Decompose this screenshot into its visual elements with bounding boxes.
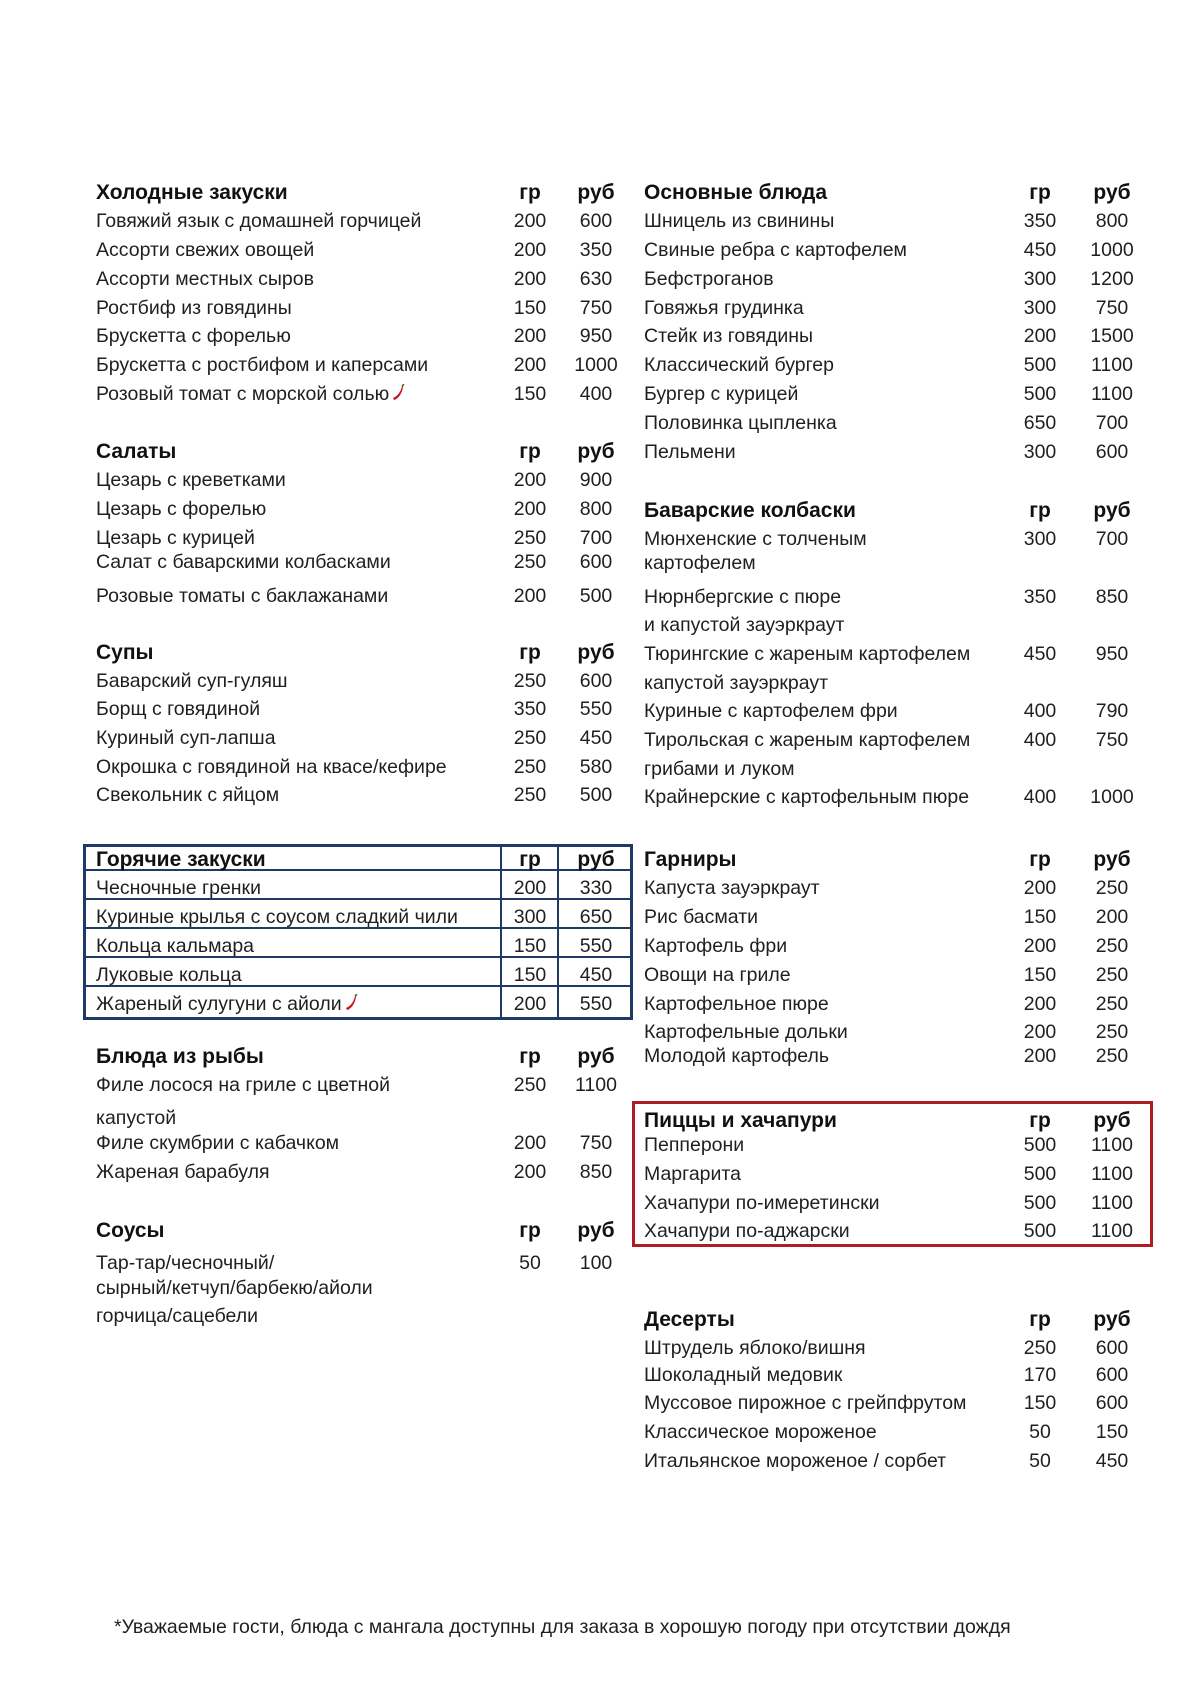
item-gr: 250 xyxy=(513,527,547,549)
item-rub: 700 xyxy=(1095,412,1129,434)
item-name: Маргарита xyxy=(644,1163,741,1185)
item-gr: 200 xyxy=(513,239,547,261)
item-gr: 250 xyxy=(513,727,547,749)
item-rub: 800 xyxy=(579,498,613,520)
chili-pepper-icon xyxy=(344,994,358,1012)
item-gr: 200 xyxy=(513,325,547,347)
item-rub: 250 xyxy=(1095,877,1129,899)
item-rub: 150 xyxy=(1095,1421,1129,1443)
col-gr-label: гр xyxy=(1029,1308,1051,1331)
item-gr: 200 xyxy=(513,585,547,607)
item-name: Салат с баварскими колбасками xyxy=(96,551,391,573)
item-name: Ассорти свежих овощей xyxy=(96,239,315,261)
item-rub: 580 xyxy=(579,756,613,778)
section-title: Баварские колбаски xyxy=(644,499,856,522)
item-rub: 850 xyxy=(579,1161,613,1183)
item-gr: 50 xyxy=(1029,1421,1051,1443)
item-name: Хачапури по-имеретински xyxy=(644,1192,880,1214)
item-gr: 350 xyxy=(1023,586,1057,608)
item-rub: 800 xyxy=(1095,210,1129,232)
item-name: Муссовое пирожное с грейпфрутом xyxy=(644,1392,967,1414)
item-gr: 50 xyxy=(519,1252,541,1274)
item-name: Крайнерские с картофельным пюре xyxy=(644,786,970,808)
item-rub: 550 xyxy=(579,935,613,957)
item-gr: 500 xyxy=(1023,1192,1057,1214)
section-title: Супы xyxy=(96,641,154,664)
item-gr: 500 xyxy=(1023,1220,1057,1242)
item-name: Говяжий язык с домашней горчицей xyxy=(96,210,422,232)
item-gr: 200 xyxy=(1023,1021,1057,1043)
item-name: Свекольник с яйцом xyxy=(96,784,280,806)
item-rub: 200 xyxy=(1095,906,1129,928)
item-rub: 330 xyxy=(579,877,613,899)
item-name-wrap xyxy=(96,993,358,1015)
item-rub: 850 xyxy=(1095,586,1129,608)
item-rub: 950 xyxy=(1095,643,1129,665)
item-name: Ассорти местных сыров xyxy=(96,268,314,290)
item-name: Хачапури по-аджарски xyxy=(644,1220,850,1242)
item-name: Ростбиф из говядины xyxy=(96,297,292,319)
item-name: Бургер с курицей xyxy=(644,383,799,405)
item-name: Капуста зауэркраут xyxy=(644,877,820,899)
item-gr: 200 xyxy=(513,1161,547,1183)
col-gr-label: гр xyxy=(519,848,541,871)
item-name: Итальянское мороженое / сорбет xyxy=(644,1450,947,1472)
item-gr: 300 xyxy=(513,906,547,928)
item-gr: 150 xyxy=(1023,1392,1057,1414)
item-gr: 200 xyxy=(513,993,547,1015)
item-gr: 200 xyxy=(1023,325,1057,347)
item-rub: 550 xyxy=(579,993,613,1015)
item-gr: 250 xyxy=(1023,1337,1057,1359)
item-rub: 250 xyxy=(1095,993,1129,1015)
section-title: Пиццы и хачапури xyxy=(644,1109,837,1132)
section-title: Основные блюда xyxy=(644,181,828,204)
item-name: Свиные ребра с картофелем xyxy=(644,239,907,261)
item-rub: 500 xyxy=(579,784,613,806)
item-name: Мюнхенские с толченым xyxy=(644,528,867,550)
item-rub: 700 xyxy=(1095,528,1129,550)
item-name: Цезарь с форелью xyxy=(96,498,267,520)
item-name: Тюрингские с жареным картофелем xyxy=(644,643,971,665)
item-rub: 600 xyxy=(579,210,613,232)
item-gr: 250 xyxy=(513,551,547,573)
item-gr: 300 xyxy=(1023,297,1057,319)
item-name: Жареная барабуля xyxy=(96,1161,270,1183)
item-name: Куриный суп-лапша xyxy=(96,727,276,749)
item-gr: 200 xyxy=(513,498,547,520)
item-name: Куриные с картофелем фри xyxy=(644,700,898,722)
item-name: Кольца кальмара xyxy=(96,935,255,957)
item-gr: 200 xyxy=(1023,993,1057,1015)
item-name: Брускетта с ростбифом и каперсами xyxy=(96,354,429,376)
item-name-wrap xyxy=(96,383,405,405)
col-gr-label: гр xyxy=(1029,499,1051,522)
item-rub: 1100 xyxy=(575,1074,617,1096)
item-gr: 450 xyxy=(1023,239,1057,261)
col-gr-label: гр xyxy=(519,641,541,664)
section-title: Блюда из рыбы xyxy=(96,1045,264,1068)
item-name: Говяжья грудинка xyxy=(644,297,804,319)
item-gr: 150 xyxy=(513,964,547,986)
item-rub: 1100 xyxy=(1091,354,1133,376)
item-gr: 200 xyxy=(513,1132,547,1154)
item-gr: 500 xyxy=(1023,383,1057,405)
item-gr: 250 xyxy=(513,670,547,692)
col-rub-label: руб xyxy=(1093,1308,1131,1331)
item-name: Пельмени xyxy=(644,441,736,463)
col-gr-label: гр xyxy=(519,181,541,204)
item-name-line3: горчица/сацебели xyxy=(96,1305,259,1327)
item-rub: 600 xyxy=(579,551,613,573)
item-gr: 170 xyxy=(1023,1364,1057,1386)
item-rub: 450 xyxy=(1095,1450,1129,1472)
item-rub: 1100 xyxy=(1091,1192,1133,1214)
item-gr: 400 xyxy=(1023,700,1057,722)
item-name: Стейк из говядины xyxy=(644,325,814,347)
item-gr: 300 xyxy=(1023,528,1057,550)
item-gr: 200 xyxy=(513,210,547,232)
item-gr: 450 xyxy=(1023,643,1057,665)
item-gr: 500 xyxy=(1023,1134,1057,1156)
item-name: Молодой картофель xyxy=(644,1045,829,1067)
item-rub: 750 xyxy=(579,1132,613,1154)
item-rub: 750 xyxy=(579,297,613,319)
item-name: Картофель фри xyxy=(644,935,788,957)
item-gr: 150 xyxy=(513,935,547,957)
item-rub: 650 xyxy=(579,906,613,928)
item-name: Рис басмати xyxy=(644,906,759,928)
item-rub: 500 xyxy=(579,585,613,607)
item-rub: 790 xyxy=(1095,700,1129,722)
item-rub: 450 xyxy=(579,727,613,749)
item-gr: 200 xyxy=(513,268,547,290)
item-name: Картофельное пюре xyxy=(644,993,829,1015)
item-gr: 150 xyxy=(513,383,547,405)
item-gr: 200 xyxy=(513,354,547,376)
item-gr: 150 xyxy=(1023,964,1057,986)
item-gr: 500 xyxy=(1023,1163,1057,1185)
item-rub: 700 xyxy=(579,527,613,549)
footnote: *Уважаемые гости, блюда с мангала доступны для заказа в хорошую погоду при отсутствии дождя xyxy=(114,1616,1011,1638)
item-name-line2: капустой зауэркраут xyxy=(644,672,829,694)
item-gr: 250 xyxy=(513,784,547,806)
item-name: Тирольская с жареным картофелем xyxy=(644,729,971,751)
item-rub: 600 xyxy=(579,670,613,692)
item-gr: 400 xyxy=(1023,786,1057,808)
col-rub-label: руб xyxy=(1093,1109,1131,1132)
item-rub: 250 xyxy=(1095,935,1129,957)
item-name: Половинка цыпленка xyxy=(644,412,837,434)
item-rub: 900 xyxy=(579,469,613,491)
col-gr-label: гр xyxy=(519,1219,541,1242)
item-gr: 200 xyxy=(1023,877,1057,899)
item-gr: 200 xyxy=(513,877,547,899)
item-name: Картофельные дольки xyxy=(644,1021,848,1043)
item-gr: 200 xyxy=(1023,1045,1057,1067)
chili-pepper-icon xyxy=(391,384,405,402)
item-rub: 1100 xyxy=(1091,1163,1133,1185)
item-name-line2: грибами и луком xyxy=(644,758,795,780)
item-rub: 1500 xyxy=(1090,325,1134,347)
item-gr: 250 xyxy=(513,1074,547,1096)
item-rub: 750 xyxy=(1095,297,1129,319)
col-rub-label: руб xyxy=(577,641,615,664)
col-gr-label: гр xyxy=(519,440,541,463)
item-rub: 250 xyxy=(1095,964,1129,986)
item-name: Классическое мороженое xyxy=(644,1421,877,1443)
item-name: Шоколадный медовик xyxy=(644,1364,843,1386)
item-name: Тар-тар/чесночный/ xyxy=(96,1252,275,1274)
section-title: Соусы xyxy=(96,1219,165,1242)
item-name: Шницель из свинины xyxy=(644,210,835,232)
item-name: Окрошка с говядиной на квасе/кефире xyxy=(96,756,447,778)
item-name: Розовые томаты с баклажанами xyxy=(96,585,389,607)
item-gr: 200 xyxy=(513,469,547,491)
item-name: Классический бургер xyxy=(644,354,834,376)
item-name: Розовый томат с морской солью xyxy=(96,383,390,405)
item-gr: 350 xyxy=(513,698,547,720)
item-rub: 1000 xyxy=(1090,786,1134,808)
col-gr-label: гр xyxy=(1029,848,1051,871)
item-name-line2: сырный/кетчуп/барбекю/айоли xyxy=(96,1277,373,1299)
item-name: Чесночные гренки xyxy=(96,877,261,899)
item-name: Баварский суп-гуляш xyxy=(96,670,288,692)
col-rub-label: руб xyxy=(1093,181,1131,204)
item-rub: 1100 xyxy=(1091,1220,1133,1242)
item-name-line2: капустой xyxy=(96,1107,177,1129)
col-rub-label: руб xyxy=(577,1045,615,1068)
item-gr: 350 xyxy=(1023,210,1057,232)
item-gr: 150 xyxy=(513,297,547,319)
col-gr-label: гр xyxy=(519,1045,541,1068)
item-gr: 250 xyxy=(513,756,547,778)
item-name: Филе скумбрии с кабачком xyxy=(96,1132,340,1154)
item-name: Бефстроганов xyxy=(644,268,774,290)
item-rub: 1100 xyxy=(1091,383,1133,405)
item-name: Нюрнбергские с пюре xyxy=(644,586,842,608)
item-gr: 50 xyxy=(1029,1450,1051,1472)
section-title: Горячие закуски xyxy=(96,848,266,871)
item-rub: 600 xyxy=(1095,1392,1129,1414)
item-gr: 300 xyxy=(1023,441,1057,463)
item-rub: 1000 xyxy=(1090,239,1134,261)
item-gr: 400 xyxy=(1023,729,1057,751)
item-name: Куриные крылья с соусом сладкий чили xyxy=(96,906,458,928)
item-name: Цезарь с креветками xyxy=(96,469,286,491)
item-rub: 1100 xyxy=(1091,1134,1133,1156)
col-rub-label: руб xyxy=(577,440,615,463)
item-gr: 200 xyxy=(1023,935,1057,957)
item-name-line2: и капустой зауэркраут xyxy=(644,614,845,636)
item-rub: 550 xyxy=(579,698,613,720)
item-name: Филе лосося на гриле с цветной xyxy=(96,1074,390,1096)
item-gr: 650 xyxy=(1023,412,1057,434)
item-rub: 250 xyxy=(1095,1021,1129,1043)
item-rub: 1200 xyxy=(1090,268,1134,290)
item-rub: 600 xyxy=(1095,1364,1129,1386)
item-rub: 100 xyxy=(579,1252,613,1274)
section-title: Гарниры xyxy=(644,848,737,871)
section-title: Салаты xyxy=(96,440,177,463)
item-rub: 630 xyxy=(579,268,613,290)
item-name: Брускетта с форелью xyxy=(96,325,291,347)
item-name: Овощи на гриле xyxy=(644,964,791,986)
item-rub: 450 xyxy=(579,964,613,986)
item-name: Борщ с говядиной xyxy=(96,698,261,720)
col-rub-label: руб xyxy=(577,1219,615,1242)
col-rub-label: руб xyxy=(577,848,615,871)
item-rub: 400 xyxy=(579,383,613,405)
item-rub: 600 xyxy=(1095,1337,1129,1359)
col-rub-label: руб xyxy=(577,181,615,204)
item-rub: 1000 xyxy=(574,354,618,376)
col-rub-label: руб xyxy=(1093,848,1131,871)
item-rub: 350 xyxy=(579,239,613,261)
item-name: Луковые кольца xyxy=(96,964,242,986)
section-title: Холодные закуски xyxy=(96,181,288,204)
item-rub: 950 xyxy=(579,325,613,347)
item-name: Жареный сулугуни с айоли xyxy=(96,993,342,1015)
col-rub-label: руб xyxy=(1093,499,1131,522)
item-gr: 500 xyxy=(1023,354,1057,376)
item-name: Штрудель яблоко/вишня xyxy=(644,1337,866,1359)
item-gr: 300 xyxy=(1023,268,1057,290)
item-name: Пепперони xyxy=(644,1134,745,1156)
item-gr: 150 xyxy=(1023,906,1057,928)
item-name: Цезарь с курицей xyxy=(96,527,255,549)
item-rub: 750 xyxy=(1095,729,1129,751)
item-rub: 250 xyxy=(1095,1045,1129,1067)
section-title: Десерты xyxy=(644,1308,735,1331)
item-rub: 600 xyxy=(1095,441,1129,463)
col-gr-label: гр xyxy=(1029,181,1051,204)
col-gr-label: гр xyxy=(1029,1109,1051,1132)
item-name-line2: картофелем xyxy=(644,552,756,574)
